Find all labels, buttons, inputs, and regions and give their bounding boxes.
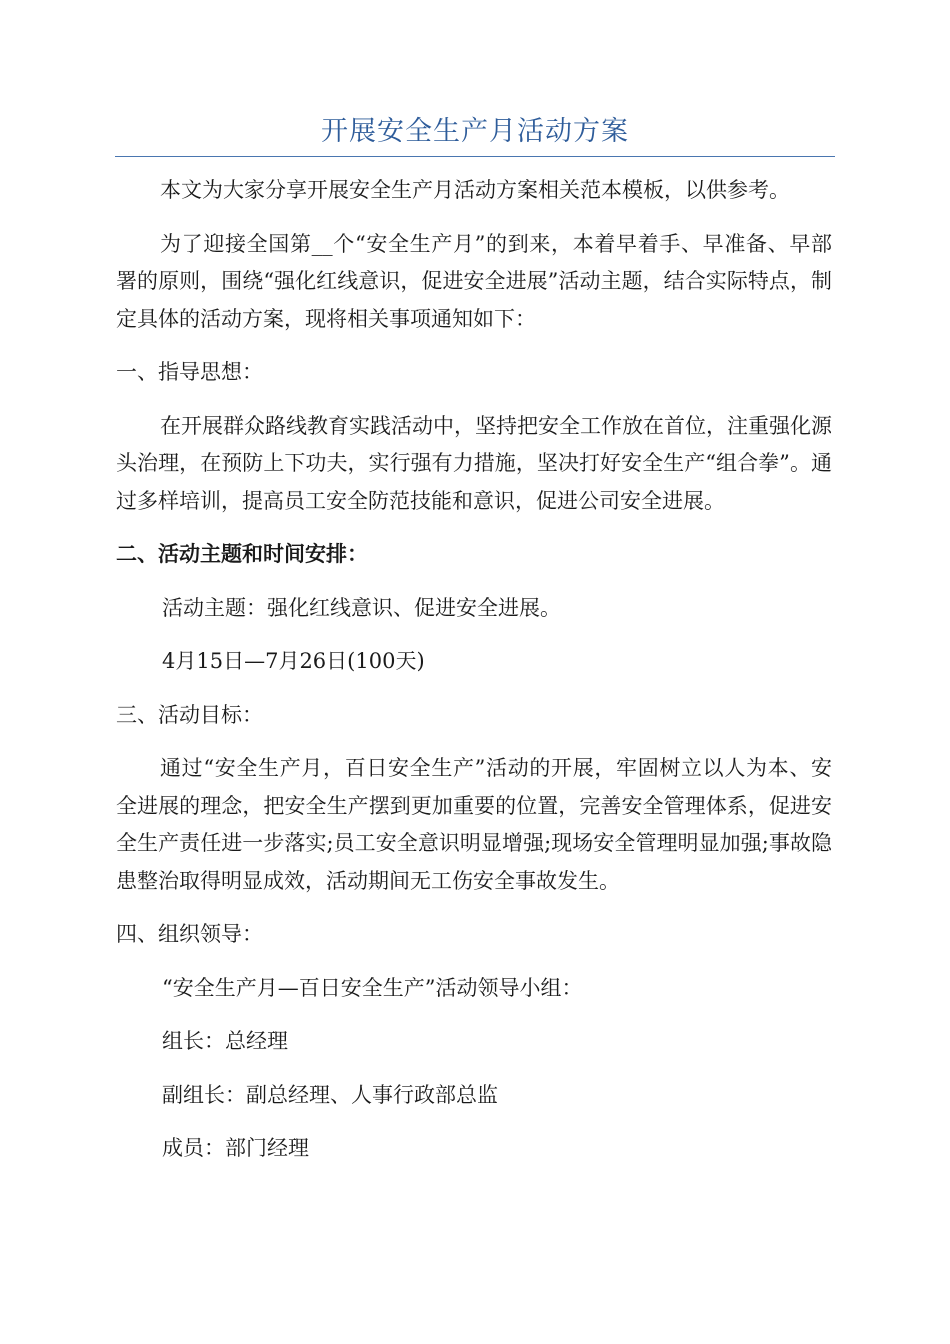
schedule-line: 4月15日—7月26日(100天) [162, 649, 425, 673]
theme-line: 活动主题：强化红线意识、促进安全进展。 [162, 595, 561, 620]
section-heading-organization: 四、组织领导： [116, 922, 263, 946]
members-line: 成员：部门经理 [162, 1136, 309, 1160]
section-heading-guiding-thought: 一、指导思想： [116, 360, 263, 384]
document-body [116, 172, 832, 1168]
section-heading-goals: 三、活动目标： [116, 702, 263, 727]
intro-paragraph: 本文为大家分享开展安全生产月活动方案相关范本模板，以供参考。 [160, 178, 790, 202]
title-block [115, 112, 835, 157]
leadership-group-line: “安全生产月—百日安全生产”活动领导小组： [162, 975, 583, 1000]
section-heading-theme-schedule: 二、活动主题和时间安排： [116, 542, 368, 566]
document-title: 开展安全生产月活动方案 [321, 116, 629, 147]
goals-paragraph: 通过“安全生产月，百日安全生产”活动的开展，牢固树立以人为本、安全进展的理念，把安全生产摆到更加重要的位置，完善安全管理体系，促进安全生产责任进一步落实;员工安全意识明显增强;现场安全管理明显加强;事故隐患整治取得明显成效，活动期间无工伤安全事故发生。 [116, 756, 832, 893]
guiding-thought-paragraph: 在开展群众路线教育实践活动中，坚持把安全工作放在首位，注重强化源头治理，在预防上下功夫，实行强有力措施，坚决打好安全生产“组合拳”。通过多样培训，提高员工安全防范技能和意识，促进公司安全进展。 [116, 413, 832, 513]
deputy-leader-line: 副组长：副总经理、人事行政部总监 [162, 1082, 498, 1107]
opening-paragraph: 为了迎接全国第__个“安全生产月”的到来，本着早着手、早准备、早部署的原则，围绕“强化红线意识，促进安全进展”活动主题，结合实际特点，制定具体的活动方案，现将相关事项通知如下： [116, 231, 832, 331]
leader-line: 组长：总经理 [162, 1029, 288, 1053]
